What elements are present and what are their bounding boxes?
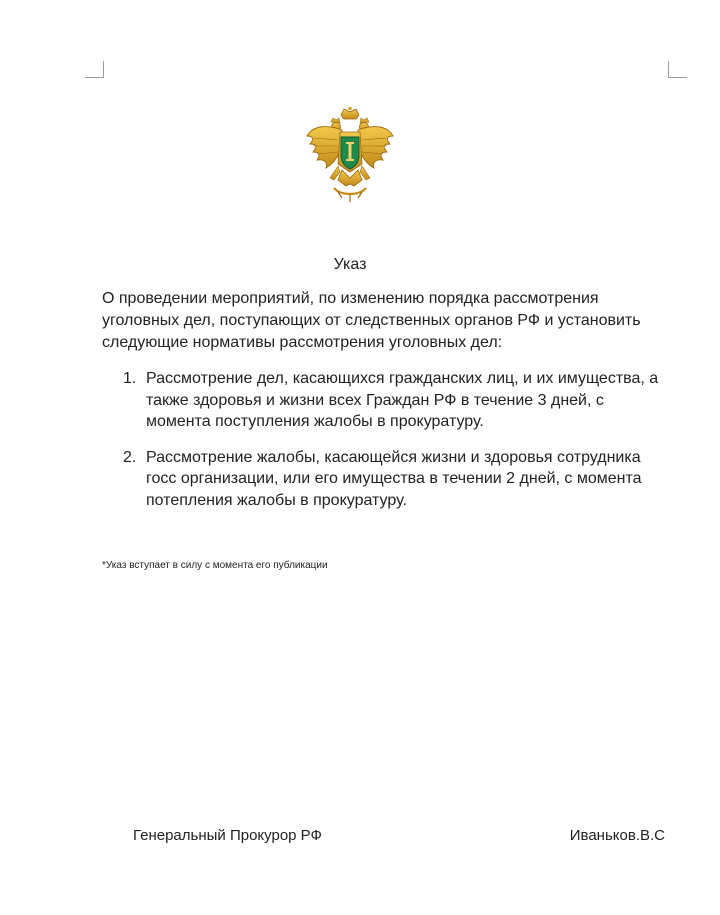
document-title: Указ xyxy=(333,256,367,273)
signature-name: Иваньков.В.С xyxy=(569,827,665,844)
signature-position: Генеральный Прокурор РФ xyxy=(133,827,322,844)
list-item xyxy=(102,447,672,512)
list-item-text: Рассмотрение жалобы, касающейся жизни и здоровья сотрудника госс организации, или его имущества в течении 2 дней, с момента потепления жалобы в прокуратуру. xyxy=(146,448,642,509)
decree-items-list xyxy=(102,368,672,525)
footnote: *Указ вступает в силу с момента его публикации xyxy=(102,560,328,571)
list-item xyxy=(102,368,672,433)
list-item-number: 2. xyxy=(123,448,137,466)
crop-mark-left xyxy=(85,61,104,78)
list-item-text: Рассмотрение дел, касающихся гражданских лиц, и их имущества, а также здоровья и жизни всех Граждан РФ в течение 3 дней, с момента поступления жалобы в прокуратуру. xyxy=(146,370,659,430)
document-preamble: О проведении мероприятий, по изменению порядка рассмотрения уголовных дел, поступающих от следственных органов РФ и установить следующие нормативы рассмотрения уголовных дел: xyxy=(102,290,641,351)
prosecutor-emblem-icon xyxy=(304,106,396,204)
list-item-number: 1. xyxy=(123,370,137,387)
crop-mark-right xyxy=(668,61,687,78)
